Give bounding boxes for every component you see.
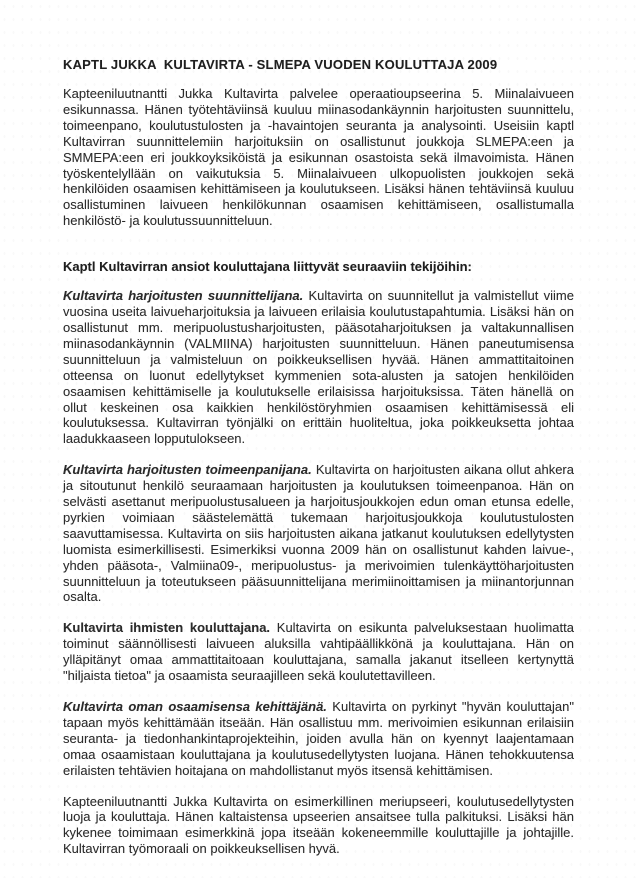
- paragraph-lead: Kultavirta harjoitusten suunnittelijana.: [63, 288, 304, 304]
- paragraph-body: Kultavirta on harjoitusten aikana ollut ahkera ja sitoutunut henkilö seuraamaan harjoitusten ja koulutuksen toimeenpanoa. Hän on selvästi asettanut meripuolustusalueen ja harjoitusjoukkojen edun oman etunsa edelle, pyrkien voimiaan säästelemättä tukemaan harjoitusjoukkoja koulutustulosten saavuttamisessa. Kultavirta on siis harjoitusten aikana jatkanut koulutuksen edellytysten luomista esimerkillisesti. Esimerkiksi vuonna 2009 hän on osallistunut kahden laivue-, yhden pääsota-, Valmiina09-, meripuolustus- ja merivoimien tulenkäyttöharjoitusten suunnitteluun ja toteutukseen pääsuunnittelijana merimiinoittamisen ja miinantorjunnan osalta.: [63, 462, 574, 605]
- section-heading: Kaptl Kultavirran ansiot kouluttajana liittyvät seuraaviin tekijöihin:: [63, 259, 472, 275]
- paragraph-body: Kultavirta on suunnitellut ja valmistellut viime vuosina useita laivueharjoituksia ja laivueen erilaisia koulutustapahtumia. Lisäksi hän on osallistunut mm. meripuolustusharjoitusten, pääsotaharjoituksen ja valtakunnallisen miinasodankäynnin (VALMIINA) harjoitusten suunnitteluun. Hänen paneutumisensa suunnitteluun ja valmisteluun on poikkeuksellisen hyvää. Hänen ammattitaitoinen otteensa on luonut edellytykset kymmenien sota-alusten ja satojen henkilöiden osaamisen kehittämiselle ja koulutukselle erilaisissa harjoituksissa. Täten hänellä on ollut keskeinen osa kaikkien henkilöstöryhmien osaamisen kehittämisessä eli koulutuksessa. Kultavirran työnjälki on erittäin huoliteltua, joka poikkeuksetta johtaa laadukkaaseen lopputulokseen.: [63, 288, 574, 447]
- intro-paragraph: Kapteeniluutnantti Jukka Kultavirta palvelee operaatioupseerina 5. Miinalaivueen esikunnassa. Hänen työtehtäviinsä kuuluu miinasodankäynnin harjoitusten suunnittelu, toimeenpano, koulutustulosten ja -havaintojen seuranta ja analysointi. Useisiin kaptl Kultavirran suunnittelemiin harjoituksiin on osallistunut joukkoja SLMEPA:een ja SMMEPA:een eri joukkoyksiköistä ja esikunnan osastoista sekä ilmavoimista. Hänen työskentelyllään on vaikutuksia 5. Miinalaivueen ulkopuolisten joukkojen sekä henkilöiden osaamisen kehittämiseen ja koulutukseen. Lisäksi hänen tehtäviinsä kuuluu osallistuminen laivueen henkilökunnan osaamisen kehittämiseen, osallistumalla henkilöstö- ja koulutussuunnitteluun.: [63, 86, 574, 229]
- paragraph-lead: Kultavirta ihmisten kouluttajana.: [63, 620, 271, 636]
- paragraph-self-development: [63, 699, 574, 779]
- paragraph-exercise-executor: [63, 462, 574, 605]
- paragraph-lead: Kultavirta harjoitusten toimeenpanijana.: [63, 462, 312, 478]
- document-title: KAPTL JUKKA KULTAVIRTA - SLMEPA VUODEN KOULUTTAJA 2009: [63, 57, 498, 72]
- paragraph-lead: Kultavirta oman osaamisensa kehittäjänä.: [63, 699, 327, 714]
- closing-paragraph: Kapteeniluutnantti Jukka Kultavirta on esimerkillinen meriupseeri, koulutusedellytysten luoja ja kouluttaja. Hänen kaltaistensa upseerien ansaitsee tulla palkituksi. Lisäksi hän kykenee toimimaan esimerkkinä jopa itseään kokeneemmille kouluttajille ja johtajille. Kultavirran työmoraali on poikkeuksellisen hyvä.: [63, 793, 574, 857]
- paragraph-body: Kultavirta on esikunta palveluksestaan huolimatta toiminut säännöllisesti laivueen aluksilla vahtipäällikkönä ja kouluttajana. Hän on ylläpitänyt omaa ammattitaitoaan kouluttajana, samalla jakanut itselleen kertynyttä "hiljaista tietoa" ja osaamista seuraajilleen sekä koulutettavilleen.: [63, 620, 574, 684]
- paragraph-exercise-planner: [63, 288, 574, 447]
- paragraph-body: Kultavirta on pyrkinyt "hyvän kouluttajan" tapaan myös kehittämään itseään. Hän osallistuu mm. merivoimien esikunnan erilaisiin seuranta- ja tiedonhankintaprojekteihin, joiden avulla hän on kyennyt laajentamaan omaa osaamistaan kouluttajana ja koulutusedellytysten luojana. Hänen tehokkuutensa erilaisten tehtävien hoitajana on mahdollistanut myös itsensä kehittämisen.: [63, 699, 574, 778]
- paragraph-people-trainer: [63, 620, 574, 684]
